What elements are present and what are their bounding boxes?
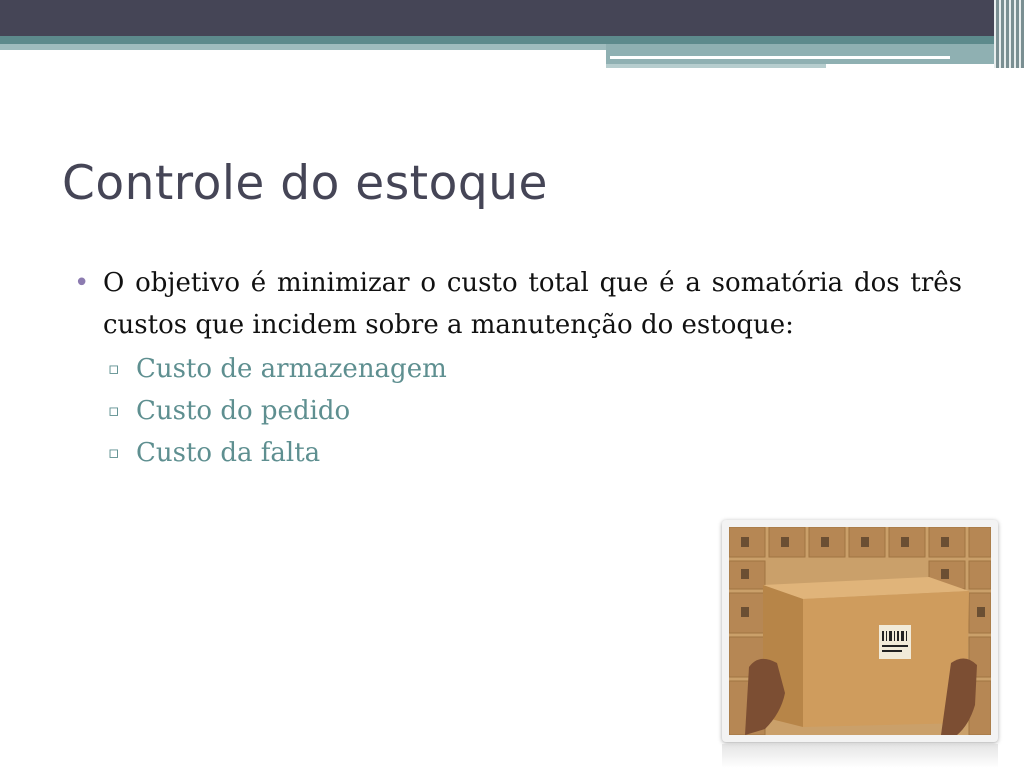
sub-bullet-item xyxy=(74,390,962,432)
sub-bullet-label: Custo de armazenagem xyxy=(136,354,447,384)
sub-bullet-marker: ▫ xyxy=(108,443,120,463)
slide-title: Controle do estoque xyxy=(62,156,548,211)
sub-bullet-label: Custo da falta xyxy=(136,438,321,468)
sub-bullet-list xyxy=(74,348,962,474)
slide-content xyxy=(74,262,962,474)
sub-bullet-item xyxy=(74,348,962,390)
sub-bullet-label: Custo do pedido xyxy=(136,396,351,426)
bullet-marker: • xyxy=(74,268,90,298)
main-bullet-text: O objetivo é minimizar o custo total que é a somatória dos três custos que incidem sobre a manutenção do estoque: xyxy=(103,268,962,340)
cardboard-box-photo xyxy=(722,520,998,742)
header-bar-teal xyxy=(0,36,1024,44)
sub-bullet-item xyxy=(74,432,962,474)
main-bullet xyxy=(74,262,962,346)
header-vertical-stripes xyxy=(994,0,1024,68)
header-right-block xyxy=(606,44,1024,64)
photo-reflection xyxy=(722,744,998,768)
header-bar-dark xyxy=(0,0,1024,36)
header-right-line xyxy=(610,56,950,59)
header-right-line xyxy=(606,64,826,68)
sub-bullet-marker: ▫ xyxy=(108,401,120,421)
cardboard-box-photo-icon xyxy=(729,527,991,735)
sub-bullet-marker: ▫ xyxy=(108,359,120,379)
